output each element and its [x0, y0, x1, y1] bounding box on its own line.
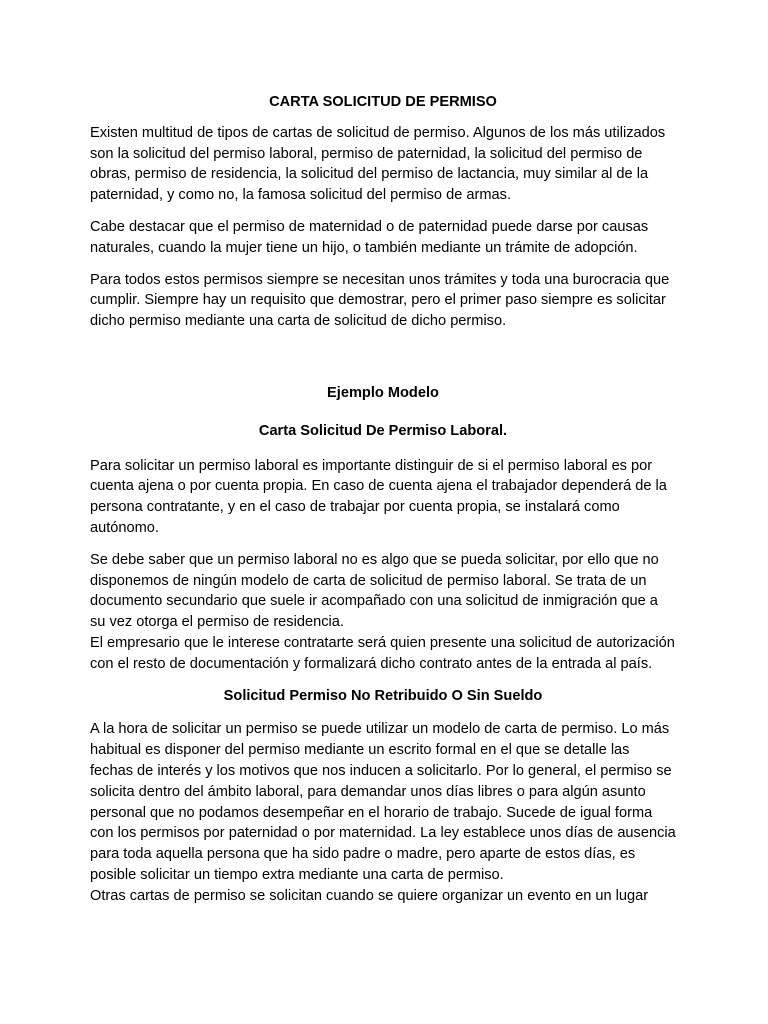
example-heading: Ejemplo Modelo [327, 384, 439, 401]
section-paragraph: El empresario que le interese contratarte será quien presente una solicitud de autorización con el resto de documentación y formalizará dicho contrato antes de la entrada al país. [90, 634, 675, 672]
section-heading-permiso-laboral: Carta Solicitud De Permiso Laboral. [258, 422, 508, 439]
section-paragraph: Para solicitar un permiso laboral es importante distinguir de si el permiso laboral es por cuenta ajena o por cuenta propia. En caso de cuenta ajena el trabajador dependerá de la persona contratante, y en el caso de trabajar por cuenta propia, se instalará como autónomo. [90, 457, 667, 536]
intro-paragraph: Existen multitud de tipos de cartas de solicitud de permiso. Algunos de los más utilizados son la solicitud del permiso laboral, permiso de paternidad, la solicitud del permiso de obras, permiso de residencia, la solicitud del permiso de lactancia, muy similar al de la paternidad, y como no, la famosa solicitud del permiso de armas. [90, 124, 666, 204]
document-title: CARTA SOLICITUD DE PERMISO [269, 94, 497, 110]
document-page [90, 92, 676, 907]
section-paragraph: Se debe saber que un permiso laboral no es algo que se pueda solicitar, por ello que no disponemos de ningún modelo de carta de solicitud de permiso laboral. Se trata de un documento secundario que suele ir acompañado con una solicitud de inmigración que a su vez otorga el permiso de residencia. [90, 551, 659, 631]
section-spacer [90, 343, 676, 383]
section-paragraph: A la hora de solicitar un permiso se puede utilizar un modelo de carta de permiso. Lo más habitual es disponer del permiso mediante un escrito formal en el que se detalle las fechas de interés y los motivos que nos inducen a solicitarlo. Por lo general, el permiso se solicita dentro del ámbito laboral, para demandar unos días libres o para algún asunto personal que no podamos desempeñar en el horario de trabajo. Sucede de igual forma con los permisos por paternidad o por maternidad. La ley establece unos días de ausencia para toda aquella persona que ha sido padre o madre, pero aparte de estos días, es posible solicitar un tiempo extra mediante una carta de permiso. [90, 721, 676, 883]
section-heading-sin-sueldo: Solicitud Permiso No Retribuido O Sin Sueldo [223, 687, 543, 704]
intro-paragraph: Cabe destacar que el permiso de maternidad o de paternidad puede darse por causas naturales, cuando la mujer tiene un hijo, o también mediante un trámite de adopción. [90, 218, 649, 256]
section-paragraph: Otras cartas de permiso se solicitan cuando se quiere organizar un evento en un lugar [90, 887, 649, 904]
intro-paragraph: Para todos estos permisos siempre se necesitan unos trámites y toda una burocracia que cumplir. Siempre hay un requisito que demostrar, pero el primer paso siempre es solicitar dicho permiso mediante una carta de solicitud de dicho permiso. [90, 271, 670, 330]
